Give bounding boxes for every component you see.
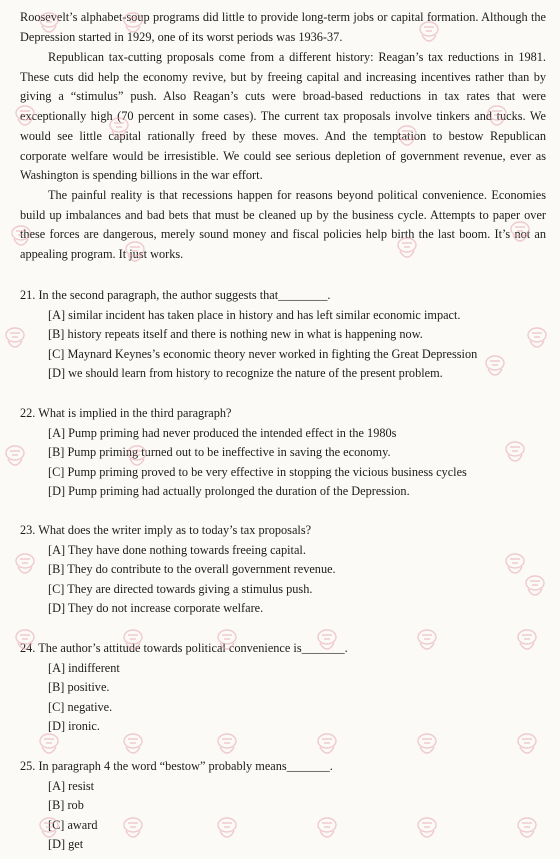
option-d: [D] Pump priming had actually prolonged the duration of the Depression. bbox=[48, 484, 410, 499]
question-stem: 22. What is implied in the third paragraph? bbox=[20, 406, 232, 420]
passage-paragraph-2: Republican tax-cutting proposals come from a different history: Reagan’s tax reductions in 1981. These cuts did help the economy revive, but by freeing capital and increasing incentives rather than by giving a “stimulus” push. Also Reagan’s cuts were broad-based reductions in tax rates that were exceptionally high (70 percent in some cases). The current tax proposals involve tinkers and tucks. We would see little capital rationally freed by these moves. And the temptation to bestow Republican corporate welfare would be irresistible. We could see serious depletion of government revenue, ever as Washington is spending billions in the war effort. bbox=[20, 50, 546, 183]
option-c: [C] negative. bbox=[48, 699, 113, 714]
option-b: [B] rob bbox=[48, 798, 84, 813]
question-21 bbox=[20, 286, 550, 384]
question-stem: 23. What does the writer imply as to today’s tax proposals? bbox=[20, 523, 312, 537]
passage-paragraph-1-tail: Roosevelt’s alphabet-soup programs did little to provide long-term jobs or capital formation. Although the Depression started in 1929, one of its worst periods was 1936-37. bbox=[20, 10, 546, 44]
option-b: [B] Pump priming turned out to be ineffective in saving the economy. bbox=[48, 445, 391, 460]
question-24 bbox=[20, 639, 550, 737]
option-d: [D] ironic. bbox=[48, 719, 100, 734]
option-d: [D] They do not increase corporate welfare. bbox=[48, 601, 264, 616]
option-c: [C] award bbox=[48, 817, 98, 832]
passage-paragraph-3: The painful reality is that recessions happen for reasons beyond political convenience. Economies build up imbalances and bad bets that must be cleaned up by the business cycle. Attempts to paper over these forces are dangerous, merely sound money and fiscal policies help birth the last boom. It’s not an appealing program. It just works. bbox=[20, 188, 546, 262]
question-22 bbox=[20, 404, 550, 502]
option-a: [A] resist bbox=[48, 778, 95, 793]
option-a: [A] They have done nothing towards freeing capital. bbox=[48, 542, 306, 557]
option-d: [D] we should learn from history to recognize the nature of the present problem. bbox=[48, 366, 443, 381]
question-25 bbox=[20, 757, 550, 855]
option-a: [A] similar incident has taken place in history and has left similar economic impact. bbox=[48, 307, 461, 322]
option-b: [B] positive. bbox=[48, 680, 110, 695]
question-23 bbox=[20, 521, 550, 619]
question-stem: 25. In paragraph 4 the word “bestow” probably means_______. bbox=[20, 759, 333, 773]
option-b: [B] history repeats itself and there is nothing new in what is happening now. bbox=[48, 327, 423, 342]
option-a: [A] indifferent bbox=[48, 660, 120, 675]
option-c: [C] Pump priming proved to be very effective in stopping the vicious business cycles bbox=[48, 464, 467, 479]
question-stem: 24. The author’s attitude towards political convenience is_______. bbox=[20, 641, 348, 655]
option-c: [C] They are directed towards giving a stimulus push. bbox=[48, 581, 313, 596]
option-a: [A] Pump priming had never produced the intended effect in the 1980s bbox=[48, 425, 397, 440]
option-b: [B] They do contribute to the overall government revenue. bbox=[48, 562, 336, 577]
option-d: [D] get bbox=[48, 837, 84, 852]
option-c: [C] Maynard Keynes’s economic theory never worked in fighting the Great Depression bbox=[48, 346, 478, 361]
question-stem: 21. In the second paragraph, the author suggests that________. bbox=[20, 288, 331, 302]
